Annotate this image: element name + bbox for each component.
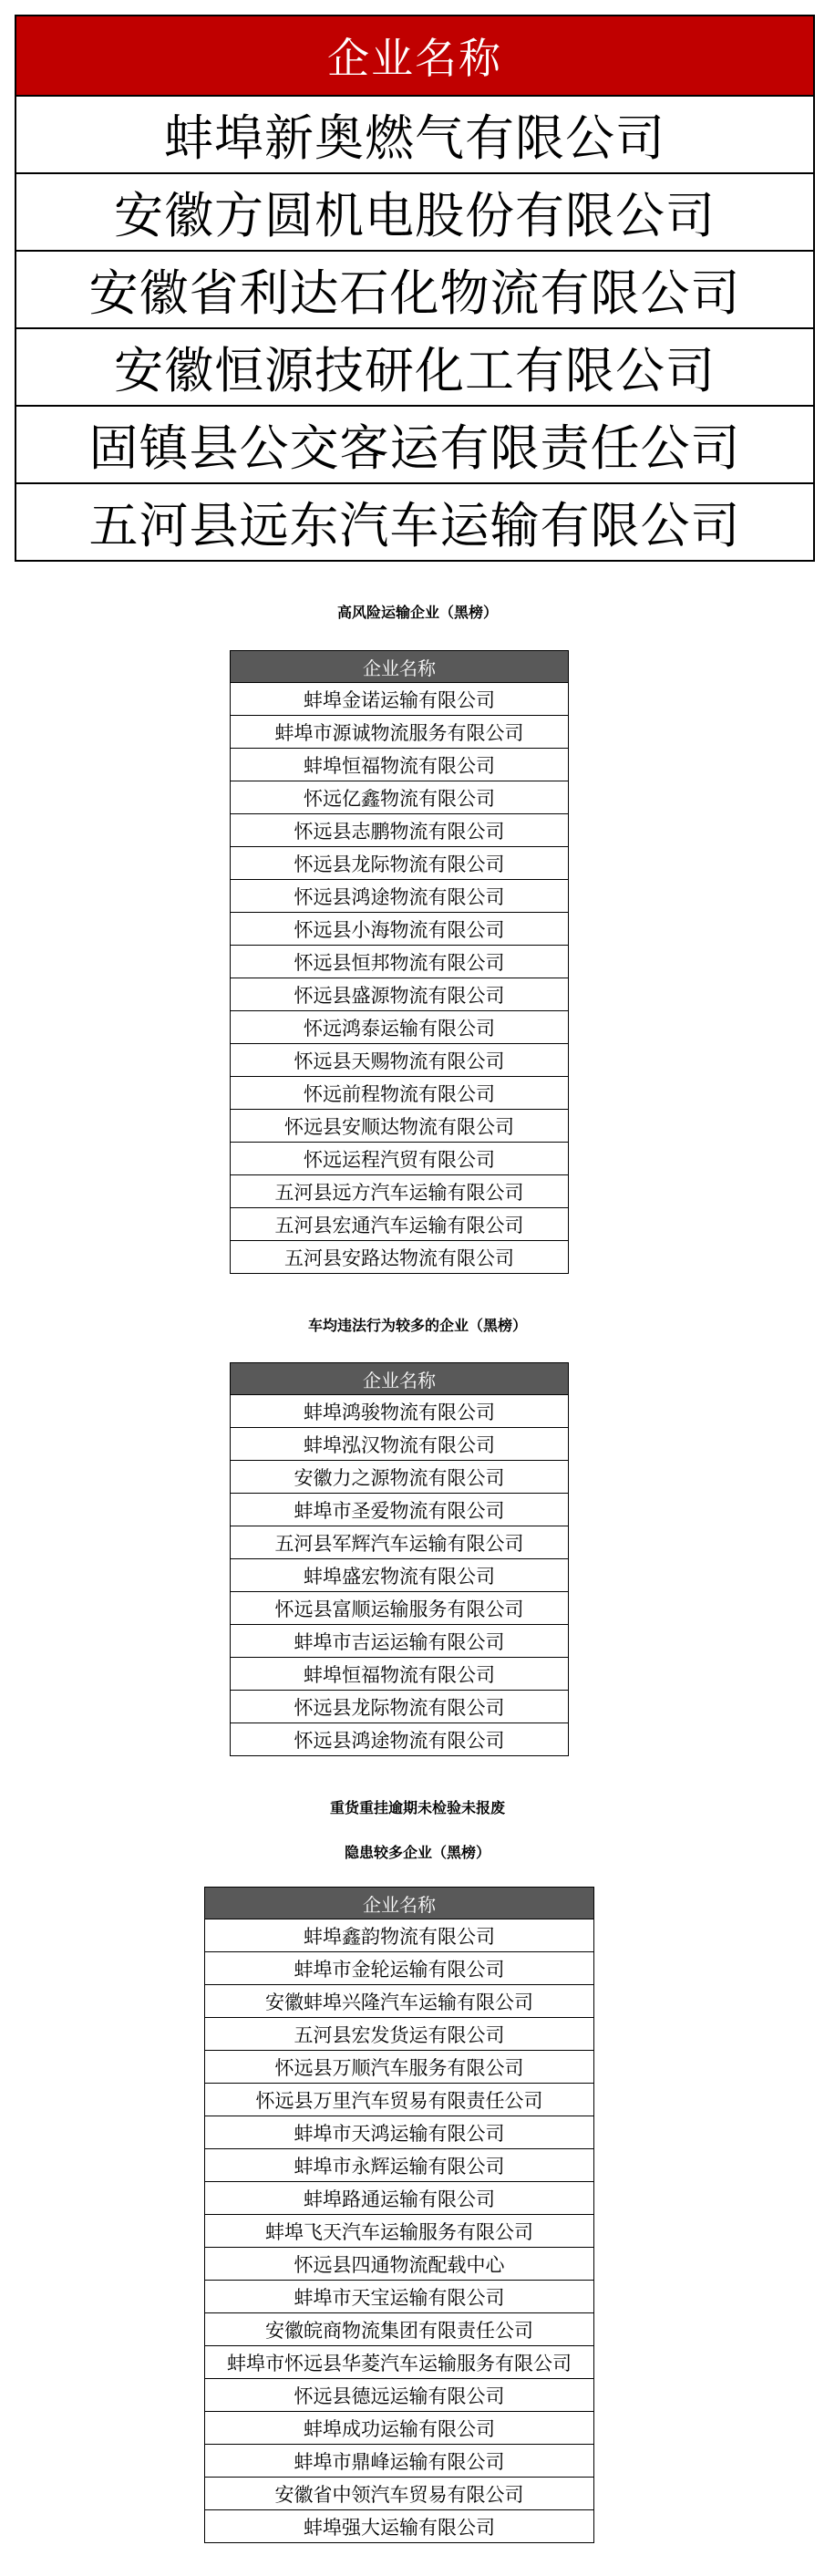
company-table-1 — [15, 15, 815, 562]
table-row — [231, 946, 569, 978]
table-row — [205, 2116, 594, 2149]
company-table-overdue — [204, 1887, 594, 2543]
company-name-cell: 蚌埠市源诚物流服务有限公司 — [231, 716, 569, 749]
company-name-cell: 怀远县万顺汽车服务有限公司 — [205, 2051, 594, 2084]
company-name-cell: 怀远鸿泰运输有限公司 — [231, 1011, 569, 1044]
table-row — [15, 173, 814, 251]
table-row — [205, 2018, 594, 2051]
table-row — [231, 1110, 569, 1143]
company-name-cell: 五河县宏通汽车运输有限公司 — [231, 1208, 569, 1241]
table-row — [231, 683, 569, 716]
table-row — [231, 1011, 569, 1044]
table-body — [231, 1395, 569, 1756]
table-row — [205, 1952, 594, 1985]
table-row — [231, 1241, 569, 1274]
table-row — [205, 2346, 594, 2379]
company-name-cell: 五河县远方汽车运输有限公司 — [231, 1175, 569, 1208]
table-caption-overdue-line2: 隐患较多企业（黑榜） — [344, 1844, 490, 1861]
company-name-cell: 蚌埠恒福物流有限公司 — [231, 749, 569, 781]
table-row — [231, 1175, 569, 1208]
company-name-cell: 怀远前程物流有限公司 — [231, 1077, 569, 1110]
company-name-cell: 安徽力之源物流有限公司 — [231, 1461, 569, 1494]
table-row — [231, 1494, 569, 1526]
company-name-cell: 五河县军辉汽车运输有限公司 — [231, 1526, 569, 1559]
table-row — [15, 251, 814, 328]
company-name-cell: 蚌埠新奥燃气有限公司 — [15, 96, 814, 173]
table-row — [205, 2215, 594, 2248]
column-header: 企业名称 — [205, 1888, 594, 1919]
table-row — [205, 2051, 594, 2084]
table-row — [205, 2149, 594, 2182]
table-caption-high-risk: 高风险运输企业（黑榜） — [336, 604, 498, 621]
table-row — [231, 1658, 569, 1691]
table-row — [205, 2084, 594, 2116]
table-row — [205, 2379, 594, 2412]
column-header: 企业名称 — [15, 16, 814, 96]
table-row — [205, 2412, 594, 2445]
table-row — [205, 2248, 594, 2281]
table-row — [205, 2478, 594, 2510]
company-name-cell: 安徽省利达石化物流有限公司 — [15, 251, 814, 328]
company-name-cell: 蚌埠路通运输有限公司 — [205, 2182, 594, 2215]
company-name-cell: 安徽方圆机电股份有限公司 — [15, 173, 814, 251]
company-name-cell: 蚌埠市吉运运输有限公司 — [231, 1625, 569, 1658]
company-table-high-risk — [230, 650, 569, 1274]
table-header-row — [231, 1363, 569, 1395]
table-row — [205, 2281, 594, 2313]
table-row — [205, 2510, 594, 2543]
company-name-cell: 蚌埠鸿骏物流有限公司 — [231, 1395, 569, 1428]
table-row — [231, 1077, 569, 1110]
table-row — [231, 1723, 569, 1756]
company-name-cell: 怀远县小海物流有限公司 — [231, 913, 569, 946]
table-header-row — [205, 1888, 594, 1919]
table-body — [231, 683, 569, 1274]
table-row — [231, 716, 569, 749]
table-row — [231, 781, 569, 814]
company-name-cell: 安徽蚌埠兴隆汽车运输有限公司 — [205, 1985, 594, 2018]
table-row — [231, 1461, 569, 1494]
table-row — [15, 96, 814, 173]
company-name-cell: 怀远县志鹏物流有限公司 — [231, 814, 569, 847]
company-name-cell: 怀远县鸿途物流有限公司 — [231, 1723, 569, 1756]
company-name-cell: 安徽恒源技研化工有限公司 — [15, 328, 814, 406]
table-body — [205, 1919, 594, 2543]
table-row — [231, 1143, 569, 1175]
table-row — [205, 1919, 594, 1952]
table-body — [15, 96, 814, 561]
company-name-cell: 蚌埠鑫韵物流有限公司 — [205, 1919, 594, 1952]
table-row — [231, 1559, 569, 1592]
company-name-cell: 怀远县四通物流配载中心 — [205, 2248, 594, 2281]
table-row — [231, 880, 569, 913]
company-name-cell: 安徽皖商物流集团有限责任公司 — [205, 2313, 594, 2346]
table-row — [205, 2182, 594, 2215]
company-name-cell: 怀远县天赐物流有限公司 — [231, 1044, 569, 1077]
company-name-cell: 怀远运程汽贸有限公司 — [231, 1143, 569, 1175]
company-name-cell: 五河县远东汽车运输有限公司 — [15, 483, 814, 561]
company-name-cell: 安徽省中领汽车贸易有限公司 — [205, 2478, 594, 2510]
table-row — [231, 847, 569, 880]
table-header-row — [15, 16, 814, 96]
table-row — [231, 978, 569, 1011]
company-name-cell: 蚌埠市怀远县华菱汽车运输服务有限公司 — [205, 2346, 594, 2379]
company-name-cell: 五河县宏发货运有限公司 — [205, 2018, 594, 2051]
company-name-cell: 怀远县鸿途物流有限公司 — [231, 880, 569, 913]
company-name-cell: 蚌埠市圣爱物流有限公司 — [231, 1494, 569, 1526]
column-header: 企业名称 — [231, 1363, 569, 1395]
company-name-cell: 怀远县龙际物流有限公司 — [231, 847, 569, 880]
company-name-cell: 怀远亿鑫物流有限公司 — [231, 781, 569, 814]
company-name-cell: 蚌埠市鼎峰运输有限公司 — [205, 2445, 594, 2478]
company-name-cell: 蚌埠市天宝运输有限公司 — [205, 2281, 594, 2313]
company-name-cell: 怀远县恒邦物流有限公司 — [231, 946, 569, 978]
table-row — [15, 406, 814, 483]
company-name-cell: 蚌埠盛宏物流有限公司 — [231, 1559, 569, 1592]
table-row — [231, 1044, 569, 1077]
company-name-cell: 怀远县德远运输有限公司 — [205, 2379, 594, 2412]
table-row — [231, 749, 569, 781]
company-name-cell: 蚌埠市金轮运输有限公司 — [205, 1952, 594, 1985]
table-row — [205, 1985, 594, 2018]
company-name-cell: 怀远县盛源物流有限公司 — [231, 978, 569, 1011]
company-name-cell: 蚌埠金诺运输有限公司 — [231, 683, 569, 716]
table-row — [205, 2445, 594, 2478]
company-name-cell: 固镇县公交客运有限责任公司 — [15, 406, 814, 483]
table-header-row — [231, 651, 569, 683]
table-row — [231, 814, 569, 847]
company-name-cell: 五河县安路达物流有限公司 — [231, 1241, 569, 1274]
company-name-cell: 怀远县万里汽车贸易有限责任公司 — [205, 2084, 594, 2116]
table-row — [231, 1428, 569, 1461]
column-header: 企业名称 — [231, 651, 569, 683]
table-row — [231, 1526, 569, 1559]
company-name-cell: 怀远县龙际物流有限公司 — [231, 1691, 569, 1723]
table-row — [15, 328, 814, 406]
table-row — [231, 1208, 569, 1241]
company-name-cell: 蚌埠恒福物流有限公司 — [231, 1658, 569, 1691]
company-name-cell: 怀远县富顺运输服务有限公司 — [231, 1592, 569, 1625]
company-name-cell: 蚌埠强大运输有限公司 — [205, 2510, 594, 2543]
company-name-cell: 蚌埠飞天汽车运输服务有限公司 — [205, 2215, 594, 2248]
company-name-cell: 蚌埠市天鸿运输有限公司 — [205, 2116, 594, 2149]
table-row — [231, 1592, 569, 1625]
table-row — [231, 913, 569, 946]
company-name-cell: 怀远县安顺达物流有限公司 — [231, 1110, 569, 1143]
table-caption-overdue-line1: 重货重挂逾期未检验未报废 — [329, 1799, 505, 1816]
table-caption-violations: 车均违法行为较多的企业（黑榜） — [307, 1317, 527, 1334]
table-row — [231, 1691, 569, 1723]
table-row — [15, 483, 814, 561]
table-row — [231, 1395, 569, 1428]
company-name-cell: 蚌埠市永辉运输有限公司 — [205, 2149, 594, 2182]
table-row — [231, 1625, 569, 1658]
company-name-cell: 蚌埠成功运输有限公司 — [205, 2412, 594, 2445]
company-name-cell: 蚌埠泓汉物流有限公司 — [231, 1428, 569, 1461]
table-row — [205, 2313, 594, 2346]
company-table-violations — [230, 1362, 569, 1756]
